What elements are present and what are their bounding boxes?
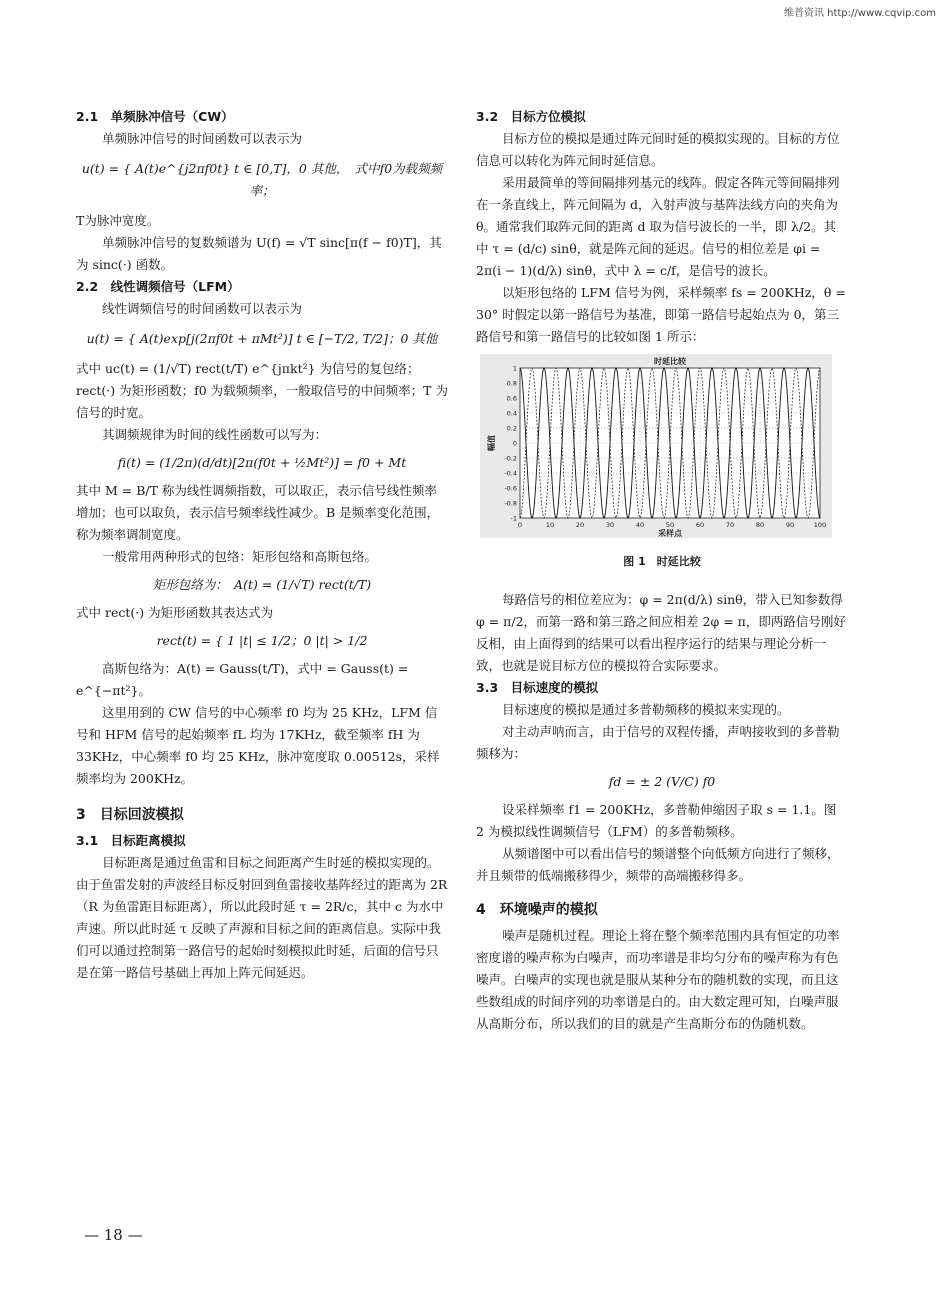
section-3-3-title: 3.3 目标速度的模拟 [476, 680, 599, 695]
y-tick-label: -0.8 [504, 499, 517, 508]
cw-equation: u(t) = { A(t)e^{j2πf0t} t ∈ [0,T]，0 其他， 式中f0为载频频率； [81, 161, 443, 198]
rect-function-equation: rect(t) = { 1 |t| ≤ 1/2；0 |t| > 1/2 [156, 633, 368, 648]
section-4-title: 4 环境噪声的模拟 [476, 902, 598, 918]
y-tick-label: -0.2 [504, 454, 517, 463]
section-2-1-para-1: 单频脉冲信号的时间函数可以表示为 [102, 131, 303, 146]
figure-1 [480, 354, 848, 545]
section-3-2-para-1: 目标方位的模拟是通过阵元间时延的模拟实现的。目标的方位信息可以转化为阵元间时延信息。 [476, 131, 840, 168]
y-tick-label: 0 [512, 439, 517, 448]
x-axis-label: 采样点 [658, 529, 682, 538]
section-2-2-para-2: 式中 uc(t) = (1/√T) rect(t/T) e^{jπkt²} 为信号的复包络；rect(·) 为矩形函数；f0 为载频频率，一般取信号的中间频率；T 为信号的时宽。 [76, 361, 448, 420]
x-tick-label: 30 [605, 521, 615, 529]
x-tick-label: 20 [575, 521, 585, 529]
x-tick-label: 10 [545, 521, 555, 529]
x-tick-label: 40 [635, 521, 645, 529]
section-3-3-para-2: 对主动声呐而言，由于信号的双程传播，声呐接收到的多普勒频移为： [476, 724, 840, 761]
y-tick-label: 0.6 [506, 394, 517, 403]
y-tick-label: 0.8 [506, 379, 517, 388]
figure-1-caption: 图 1 时延比较 [623, 555, 701, 568]
section-3-3-para-3: 设采样频率 f1 = 200KHz，多普勒伸缩因子取 s = 1.1。图 2 为模拟线性调频信号（LFM）的多普勒频移。 [476, 802, 837, 839]
section-3-3-para-4: 从频谱图中可以看出信号的频谱整个向低频方向进行了频移，并且频带的低端搬移得少，频带的高端搬移得多。 [476, 846, 840, 883]
section-3-title: 3 目标回波模拟 [76, 807, 184, 823]
right-column [476, 106, 848, 1035]
y-tick-label: 0.4 [506, 409, 517, 418]
section-3-2-title: 3.2 目标方位模拟 [476, 109, 586, 124]
x-tick-label: 50 [665, 521, 675, 529]
section-3-1-title: 3.1 目标距离模拟 [76, 833, 186, 848]
section-2-2-para-7: 高斯包络为：A(t) = Gauss(t/T)，式中 = Gauss(t) = e^{−πt²}。 [76, 661, 409, 698]
section-2-1-title: 2.1 单频脉冲信号（CW） [76, 109, 234, 124]
x-tick-label: 0 [517, 521, 523, 529]
x-tick-label: 100 [813, 521, 827, 529]
frequency-law-equation: fi(t) = (1/2π)(d/dt)[2π(f0t + ½Mt²)] = f0 + Mt [117, 455, 407, 470]
page-number: — 18 — [84, 1226, 143, 1244]
rect-envelope-equation: 矩形包络为： A(t) = (1/√T) rect(t/T) [152, 577, 372, 592]
section-2-2-title: 2.2 线性调频信号（LFM） [76, 279, 240, 294]
section-4-para-1: 噪声是随机过程。理论上将在整个频率范围内具有恒定的功率密度谱的噪声称为白噪声，而功率谱是非均匀分布的噪声称为有色噪声。白噪声的实现也就是服从某种分布的随机数的实现，而且这些数组成的时间序列的功率谱是白的。由大数定理可知，白噪声服从高斯分布，所以我们的目的就是产生高斯分布的伪随机数。 [476, 928, 840, 1031]
lfm-equation: u(t) = { A(t)exp[j(2πf0t + πMt²)] t ∈ [−T/2, T/2]；0 其他 [86, 331, 438, 346]
section-3-2-para-2: 采用最简单的等间隔排列基元的线阵。假定各阵元等间隔排列在一条直线上，阵元间隔为 d，入射声波与基阵法线方向的夹角为 θ。通常我们取阵元间的距离 d 取为信号波长的一半，即 λ/2。其中 τ = (d/c) sinθ，就是阵元间的延迟。信号的相位差是 φi = 2π(i − 1)(d/λ) sinθ，式中 λ = c/f，是信号的波长。 [476, 175, 840, 278]
x-tick-label: 70 [725, 521, 735, 529]
left-column [76, 106, 448, 984]
section-2-2-para-8: 这里用到的 CW 信号的中心频率 f0 均为 25 KHz，LFM 信号和 HFM 信号的起始频率 fL 均为 17KHz，截至频率 fH 为 33KHz，中心频率 f0 均 25 KHz，脉冲宽度取 0.00512s，采样频率均为 200KHz。 [76, 705, 440, 786]
x-tick-label: 60 [695, 521, 705, 529]
x-tick-label: 90 [785, 521, 795, 529]
section-2-2-para-4: 其中 M = B/T 称为线性调频指数，可以取正，表示信号线性频率增加；也可以取负，表示信号频率线性减少。B 是频率变化范围，称为频率调制宽度。 [76, 483, 440, 542]
doppler-equation: fd = ± 2 (V/C) f0 [608, 774, 716, 789]
section-2-2-para-5: 一般常用两种形式的包络：矩形包络和高斯包络。 [102, 549, 378, 564]
delay-comparison-chart [480, 354, 832, 538]
section-3-3-para-1: 目标速度的模拟是通过多普勒频移的模拟来实现的。 [502, 702, 790, 717]
section-2-2-para-6: 式中 rect(·) 为矩形函数其表达式为 [76, 605, 274, 620]
section-3-1-para-1: 目标距离是通过鱼雷和目标之间距离产生时延的模拟实现的。由于鱼雷发射的声波经目标反射回到鱼雷接收基阵经过的距离为 2R（R 为鱼雷距目标距离），所以此段时延 τ = 2R/c，其中 c 为水中声速。所以此时延 τ 反映了声源和目标之间的距离信息。实际中我们可以通过控制第一路信号的起始时刻模拟此时延，后面的信号只是在第一路信号基础上再加上阵元间延迟。 [76, 855, 448, 980]
y-tick-label: -0.6 [504, 484, 517, 493]
section-2-2-para-3: 其调频规律为时间的线性函数可以写为： [102, 427, 328, 442]
section-3-2-para-3: 以矩形包络的 LFM 信号为例，采样频率 fs = 200KHz，θ = 30° 时假定以第一路信号为基准，即第一路信号起始点为 0，第三路信号和第一路信号的比较如图 1 所示： [476, 285, 846, 344]
y-tick-label: -0.4 [504, 469, 517, 478]
section-2-2-para-1: 线性调频信号的时间函数可以表示为 [102, 301, 303, 316]
x-tick-label: 80 [755, 521, 765, 529]
chart-title: 时延比较 [654, 357, 686, 366]
y-tick-label: -1 [510, 514, 517, 523]
page-header-source: 维普资讯 http://www.cqvip.com [783, 8, 936, 19]
y-tick-label: 0.2 [506, 424, 517, 433]
y-tick-label: 1 [512, 364, 517, 373]
section-2-1-para-2: T为脉冲宽度。 [76, 213, 160, 228]
y-axis-label: 幅值 [487, 435, 496, 451]
section-3-2-para-4: 每路信号的相位差应为：φ = 2π(d/λ) sinθ，带入已知参数得 φ = π/2，而第一路和第三路之间应相差 2φ = π，即两路信号刚好反相，由上面得到的结果可以看出程序运行的结果与理论分析一致，也就是说目标方位的模拟符合实际要求。 [476, 592, 846, 673]
section-2-1-para-3: 单频脉冲信号的复数频谱为 U(f) = √T sinc[π(f − f0)T]，其为 sinc(·) 函数。 [76, 235, 442, 272]
